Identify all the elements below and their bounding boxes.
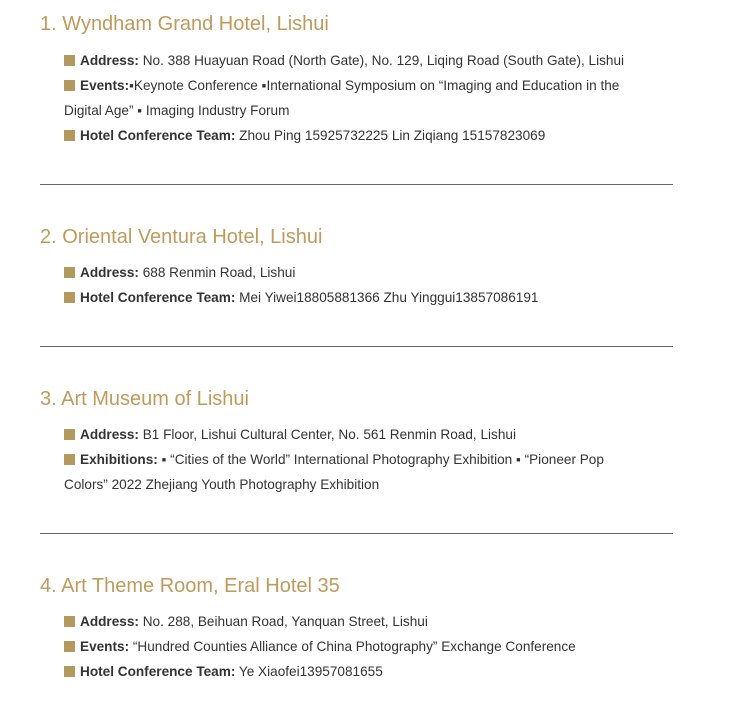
square-bullet-icon [64, 666, 75, 677]
square-bullet-icon [64, 130, 75, 141]
square-bullet-icon [64, 641, 75, 652]
section-divider [40, 533, 673, 534]
exhibitions-line-continued [64, 472, 674, 497]
team-line [64, 123, 674, 148]
events-label: Events: [80, 78, 130, 93]
square-bullet-icon [64, 55, 75, 66]
address-value: B1 Floor, Lishui Cultural Center, No. 561 Renmin Road, Lishui [142, 427, 516, 442]
team-line [64, 659, 674, 684]
square-bullet-icon [64, 454, 75, 465]
square-bullet-icon [64, 616, 75, 627]
team-label: Hotel Conference Team: [80, 664, 236, 679]
events-value-line1: ▪Keynote Conference ▪International Symposium on “Imaging and Education in the [129, 78, 620, 93]
exhibitions-value-line2: Colors” 2022 Zhejiang Youth Photography Exhibition [64, 477, 380, 492]
events-line-continued [64, 98, 674, 123]
section-title: 2. Oriental Ventura Hotel, Lishui [40, 226, 323, 248]
events-line [64, 634, 674, 659]
exhibitions-line [64, 447, 674, 472]
square-bullet-icon [64, 292, 75, 303]
address-value: 688 Renmin Road, Lishui [142, 265, 296, 280]
exhibitions-label: Exhibitions: [80, 452, 158, 467]
section-art-museum-of-lishui [40, 387, 673, 411]
square-bullet-icon [64, 429, 75, 440]
address-label: Address: [80, 614, 139, 629]
address-line [64, 422, 674, 447]
address-value: No. 388 Huayuan Road (North Gate), No. 129, Liqing Road (South Gate), Lishui [142, 53, 625, 68]
square-bullet-icon [64, 80, 75, 91]
address-line [64, 48, 674, 73]
address-line [64, 609, 674, 634]
team-label: Hotel Conference Team: [80, 128, 236, 143]
events-line [64, 73, 674, 98]
section-divider [40, 346, 673, 347]
address-value: No. 288, Beihuan Road, Yanquan Street, Lishui [142, 614, 428, 629]
events-label: Events: [80, 639, 130, 654]
events-value: “Hundred Counties Alliance of China Photography” Exchange Conference [132, 639, 576, 654]
address-line [64, 260, 674, 285]
team-line [64, 285, 674, 310]
team-label: Hotel Conference Team: [80, 290, 236, 305]
section-divider [40, 184, 673, 185]
team-value: Ye Xiaofei13957081655 [238, 664, 383, 679]
section-title: 1. Wyndham Grand Hotel, Lishui [40, 13, 329, 35]
address-label: Address: [80, 427, 139, 442]
section-oriental-ventura-hotel [40, 225, 673, 249]
events-value-line2: Digital Age” ▪ Imaging Industry Forum [64, 103, 290, 118]
address-label: Address: [80, 53, 139, 68]
exhibitions-value-line1: ▪ “Cities of the World” International Photography Exhibition ▪ “Pioneer Pop [161, 452, 604, 467]
address-label: Address: [80, 265, 139, 280]
section-art-theme-room [40, 574, 673, 598]
section-title: 4. Art Theme Room, Eral Hotel 35 [40, 575, 340, 597]
section-wyndham-grand-hotel [40, 12, 673, 36]
section-title: 3. Art Museum of Lishui [40, 388, 249, 410]
team-value: Mei Yiwei18805881366 Zhu Yinggui13857086191 [239, 290, 539, 305]
team-value: Zhou Ping 15925732225 Lin Ziqiang 15157823069 [239, 128, 546, 143]
square-bullet-icon [64, 267, 75, 278]
